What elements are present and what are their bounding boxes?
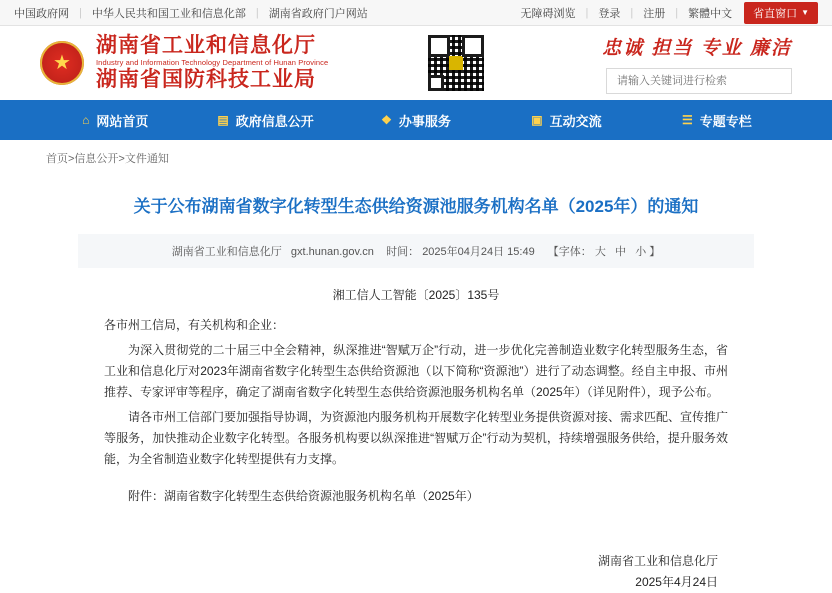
topbar-separator: | [630,6,634,19]
topbar-separator: | [255,6,259,19]
topbar-link-login[interactable]: 登录 [598,7,621,20]
nav-item-interaction[interactable] [491,100,641,140]
topbar-separator: | [79,6,82,19]
document-source: 湖南省工业和信息化厅 [171,246,282,258]
nav-item-label: 政府信息公开 [235,113,314,129]
chevron-down-icon: ▼ [801,8,809,17]
nav-item-home[interactable] [40,100,190,140]
topbar-separator: | [675,6,679,19]
topbar-link-accessibility[interactable]: 无障碍浏览 [520,7,576,20]
chat-icon: ▣ [531,113,543,127]
qr-code-icon [428,35,484,91]
document-number: 湘工信人工智能〔2025〕135号 [332,288,500,302]
fontsize-medium-button[interactable]: 中 [615,246,627,258]
document-time-label: 时间： [386,246,420,258]
topbar-link-china-gov[interactable]: 中国政府网 [14,7,69,20]
site-header [0,26,832,100]
page-title: 关于公布湖南省数字化转型生态供给资源池服务机构名单（2025年）的通知 [133,197,699,216]
search-box[interactable] [606,68,792,94]
site-titles [96,34,328,92]
nav-item-label: 办事服务 [398,113,451,129]
top-utility-bar [0,0,832,26]
signature-organization: 湖南省工业和信息化厅 [597,554,718,568]
topbar-link-traditional-chinese[interactable]: 繁體中文 [688,7,733,20]
nav-item-services[interactable] [341,100,491,140]
document-site: gxt.hunan.gov.cn [290,246,374,258]
nav-item-topics[interactable] [642,100,792,140]
nav-item-label: 专题专栏 [699,113,752,129]
fontsize-large-button[interactable]: 大 [594,246,606,258]
document-meta [78,234,754,268]
national-emblem-icon: ★ [40,41,84,85]
signature-date: 2025年4月24日 [635,575,718,589]
search-input[interactable] [615,74,783,88]
topbar-link-hunan-gov[interactable]: 湖南省政府门户网站 [268,7,368,20]
topbar-link-register[interactable]: 注册 [643,7,666,20]
service-icon: ❖ [381,113,392,127]
breadcrumb[interactable]: 首页>信息公开>文件通知 [46,153,169,165]
document-time-value: 2025年04月24日 15:49 [422,246,535,258]
nav-item-government-info[interactable] [190,100,340,140]
header-right [602,33,792,94]
site-title-english: Industry and Information Technology Department of Hunan Province [96,58,329,67]
document-signature [78,551,754,593]
topbar-right-links [521,2,819,24]
layers-icon: ☰ [681,113,693,127]
document-paragraph: 请各市州工信部门要加强指导协调，为资源池内服务机构开展数字化转型业务提供资源对接、需求匹配、宣传推广等服务，加快推动企业数字化转型。各服务机构要以纵深推进“智赋万企”行动为契机，持续增强服务供给，提升服务效能，为全省制造业数字化转型提供有力支撑。 [104,410,729,466]
document-paragraph: 各市州工信局，有关机构和企业： [104,318,285,332]
attachment-link[interactable]: 附件：湖南省数字化转型生态供给资源池服务机构名单（2025年） [128,489,479,503]
fontsize-close: 】 [649,246,661,258]
site-title-line2: 湖南省国防科技工业局 [96,68,316,91]
fontsize-small-button[interactable]: 小 [635,246,647,258]
topbar-link-miit[interactable]: 中华人民共和国工业和信息化部 [91,7,246,20]
home-icon: ⌂ [82,113,90,127]
main-navigation [0,100,832,140]
topbar-left-links [14,5,368,21]
gov-portal-button[interactable] [744,2,818,24]
topbar-separator: | [585,6,589,19]
nav-item-label: 互动交流 [549,113,602,129]
site-slogan: 忠诚 担当 专业 廉洁 [602,37,792,59]
document-icon: ▤ [217,113,229,127]
gov-portal-label: 省直窗口 [753,7,798,20]
fontsize-label: 【字体： [547,246,592,258]
nav-item-label: 网站首页 [96,113,149,129]
document-card [78,172,754,593]
document-paragraph: 为深入贯彻党的二十届三中全会精神，纵深推进“智赋万企”行动，进一步优化完善制造业数字化转型服务生态，省工业和信息化厅对2023年湖南省数字化转型生态供给资源池（以下简称“资源池”）进行了动态调整。经自主申报、市州推荐、专家评审等程序，确定了湖南省数字化转型生态供给资源池服务机构名单（2025年）（详见附件），现予公布。 [104,343,728,399]
site-title-line1: 湖南省工业和信息化厅 [96,34,316,57]
